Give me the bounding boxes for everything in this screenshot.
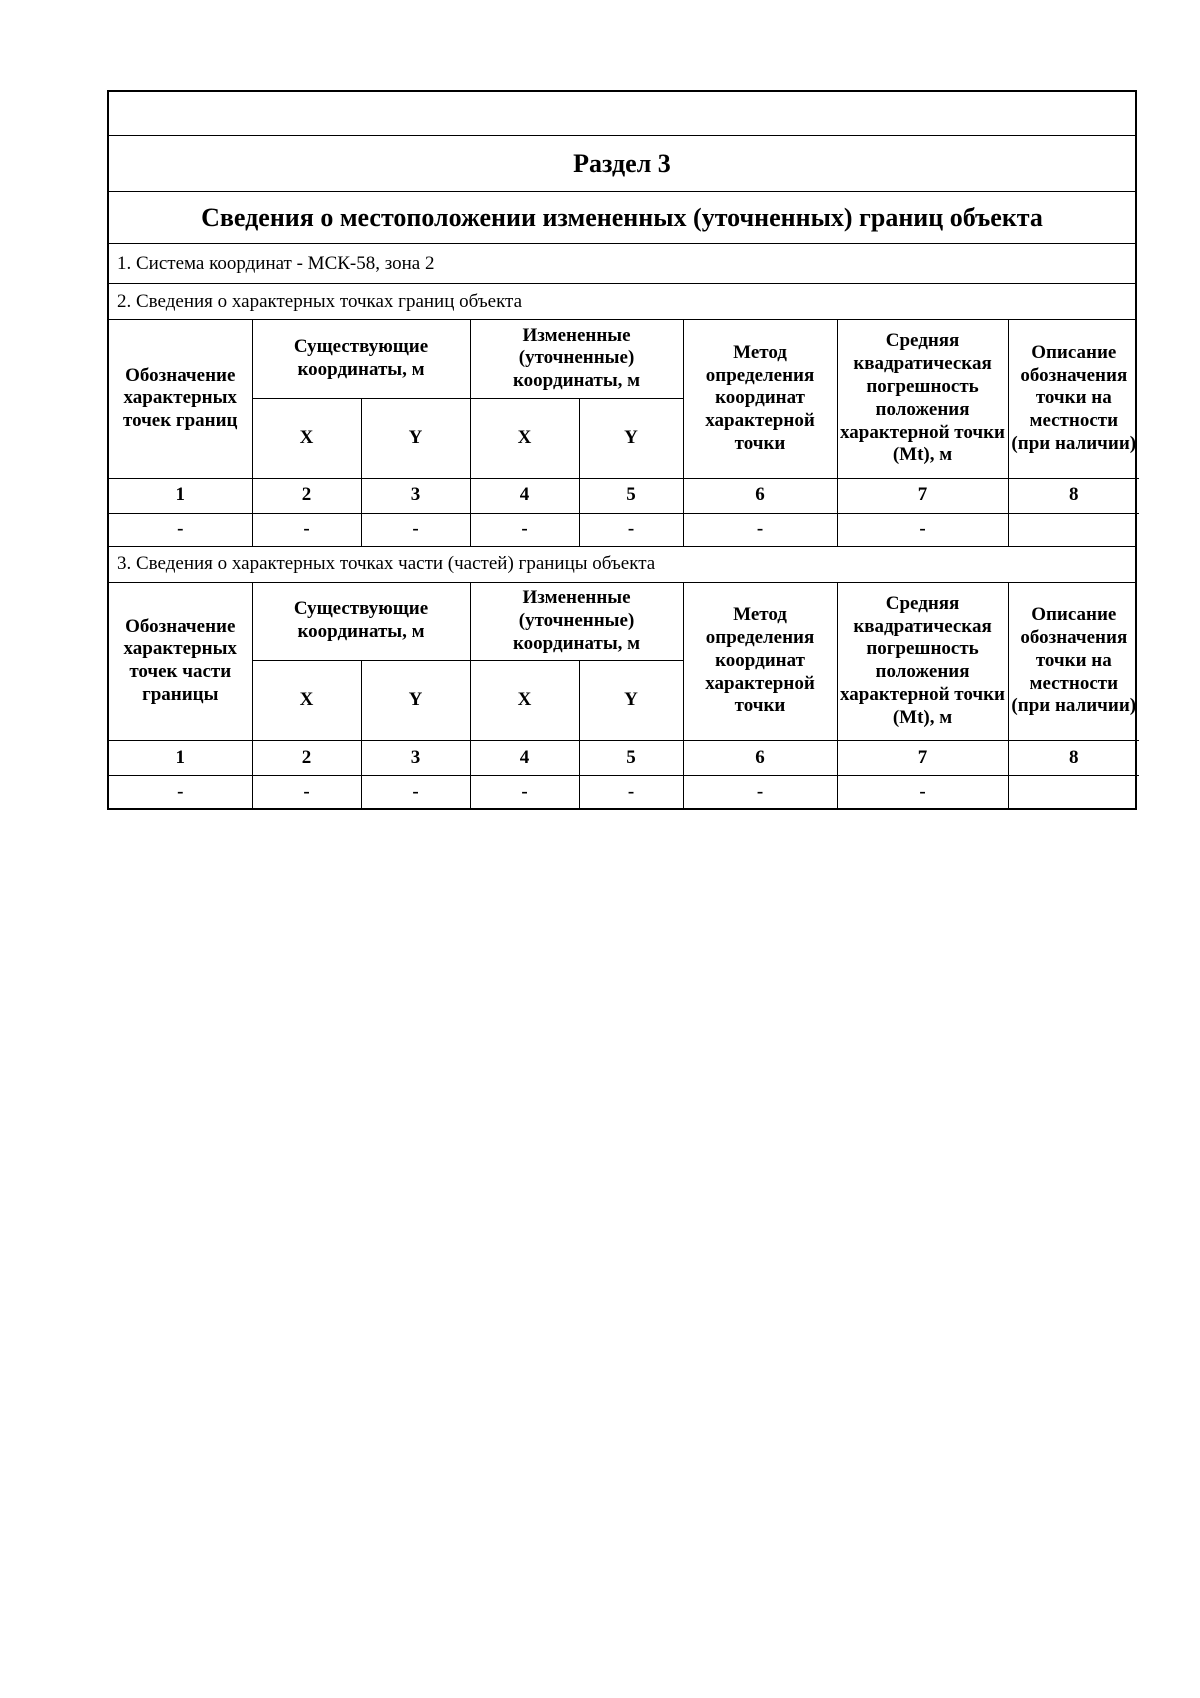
section-subtitle: Сведения о местоположении измененных (уточненных) границ объекта: [109, 192, 1135, 244]
t2-cell: -: [109, 776, 252, 809]
table2-caption: 3. Сведения о характерных точках части (частей) границы объекта: [109, 547, 1135, 583]
table-row: [109, 513, 1139, 546]
t2-colnum: 8: [1008, 741, 1139, 776]
document-frame: [107, 90, 1137, 810]
boundary-part-points-table: [109, 583, 1139, 809]
t2-header-existing-coords: Существующие координаты, м: [252, 583, 470, 661]
t1-cell: -: [109, 513, 252, 546]
t1-column-numbers-row: [109, 478, 1139, 513]
section-title: Раздел 3: [109, 136, 1135, 192]
t1-header-point-designation: Обозначение характерных точек границ: [109, 320, 252, 478]
table1-caption: 2. Сведения о характерных точках границ объекта: [109, 284, 1135, 320]
t1-colnum: 2: [252, 478, 361, 513]
t2-cell: -: [252, 776, 361, 809]
header-blank-row: [109, 92, 1135, 136]
t1-header-changed-x: X: [470, 398, 579, 478]
t1-cell: [1008, 513, 1139, 546]
t1-cell: -: [252, 513, 361, 546]
t1-colnum: 5: [579, 478, 683, 513]
t1-header-existing-x: X: [252, 398, 361, 478]
t2-column-numbers-row: [109, 741, 1139, 776]
t2-header-method: Метод определения координат характерной точки: [683, 583, 837, 741]
t1-cell: -: [579, 513, 683, 546]
t1-header-existing-coords: Существующие координаты, м: [252, 320, 470, 398]
t1-cell: -: [361, 513, 470, 546]
t2-cell: -: [683, 776, 837, 809]
t1-header-changed-coords: Измененные (уточненные) координаты, м: [470, 320, 683, 398]
t2-cell: -: [579, 776, 683, 809]
t1-colnum: 6: [683, 478, 837, 513]
t1-cell: -: [683, 513, 837, 546]
t1-header-existing-y: Y: [361, 398, 470, 478]
t2-header-changed-coords: Измененные (уточненные) координаты, м: [470, 583, 683, 661]
t1-cell: -: [470, 513, 579, 546]
t1-colnum: 8: [1008, 478, 1139, 513]
t1-colnum: 7: [837, 478, 1008, 513]
t2-header-description: Описание обозначения точки на местности (при наличии): [1008, 583, 1139, 741]
t1-colnum: 4: [470, 478, 579, 513]
t2-colnum: 2: [252, 741, 361, 776]
t1-header-changed-y: Y: [579, 398, 683, 478]
t2-header-changed-x: X: [470, 661, 579, 741]
t2-colnum: 6: [683, 741, 837, 776]
t2-colnum: 1: [109, 741, 252, 776]
t2-cell: -: [470, 776, 579, 809]
t1-header-description: Описание обозначения точки на местности (при наличии): [1008, 320, 1139, 478]
t2-cell: -: [361, 776, 470, 809]
coordinate-system-label: 1. Система координат - МСК-58, зона 2: [109, 244, 1135, 284]
t2-colnum: 4: [470, 741, 579, 776]
t1-colnum: 1: [109, 478, 252, 513]
t1-cell: -: [837, 513, 1008, 546]
t2-header-error: Средняя квадратическая погрешность положения характерной точки (Mt), м: [837, 583, 1008, 741]
t1-header-error: Средняя квадратическая погрешность положения характерной точки (Mt), м: [837, 320, 1008, 478]
t2-cell: [1008, 776, 1139, 809]
table-row: [109, 776, 1139, 809]
t2-cell: -: [837, 776, 1008, 809]
t2-colnum: 3: [361, 741, 470, 776]
t2-header-changed-y: Y: [579, 661, 683, 741]
t1-header-method: Метод определения координат характерной точки: [683, 320, 837, 478]
t2-header-existing-y: Y: [361, 661, 470, 741]
characteristic-points-table: [109, 320, 1139, 546]
table2-container: [109, 583, 1135, 809]
t1-colnum: 3: [361, 478, 470, 513]
t2-header-existing-x: X: [252, 661, 361, 741]
t2-colnum: 7: [837, 741, 1008, 776]
t2-header-point-designation: Обозначение характерных точек части границы: [109, 583, 252, 741]
table1-container: [109, 320, 1135, 547]
t2-colnum: 5: [579, 741, 683, 776]
